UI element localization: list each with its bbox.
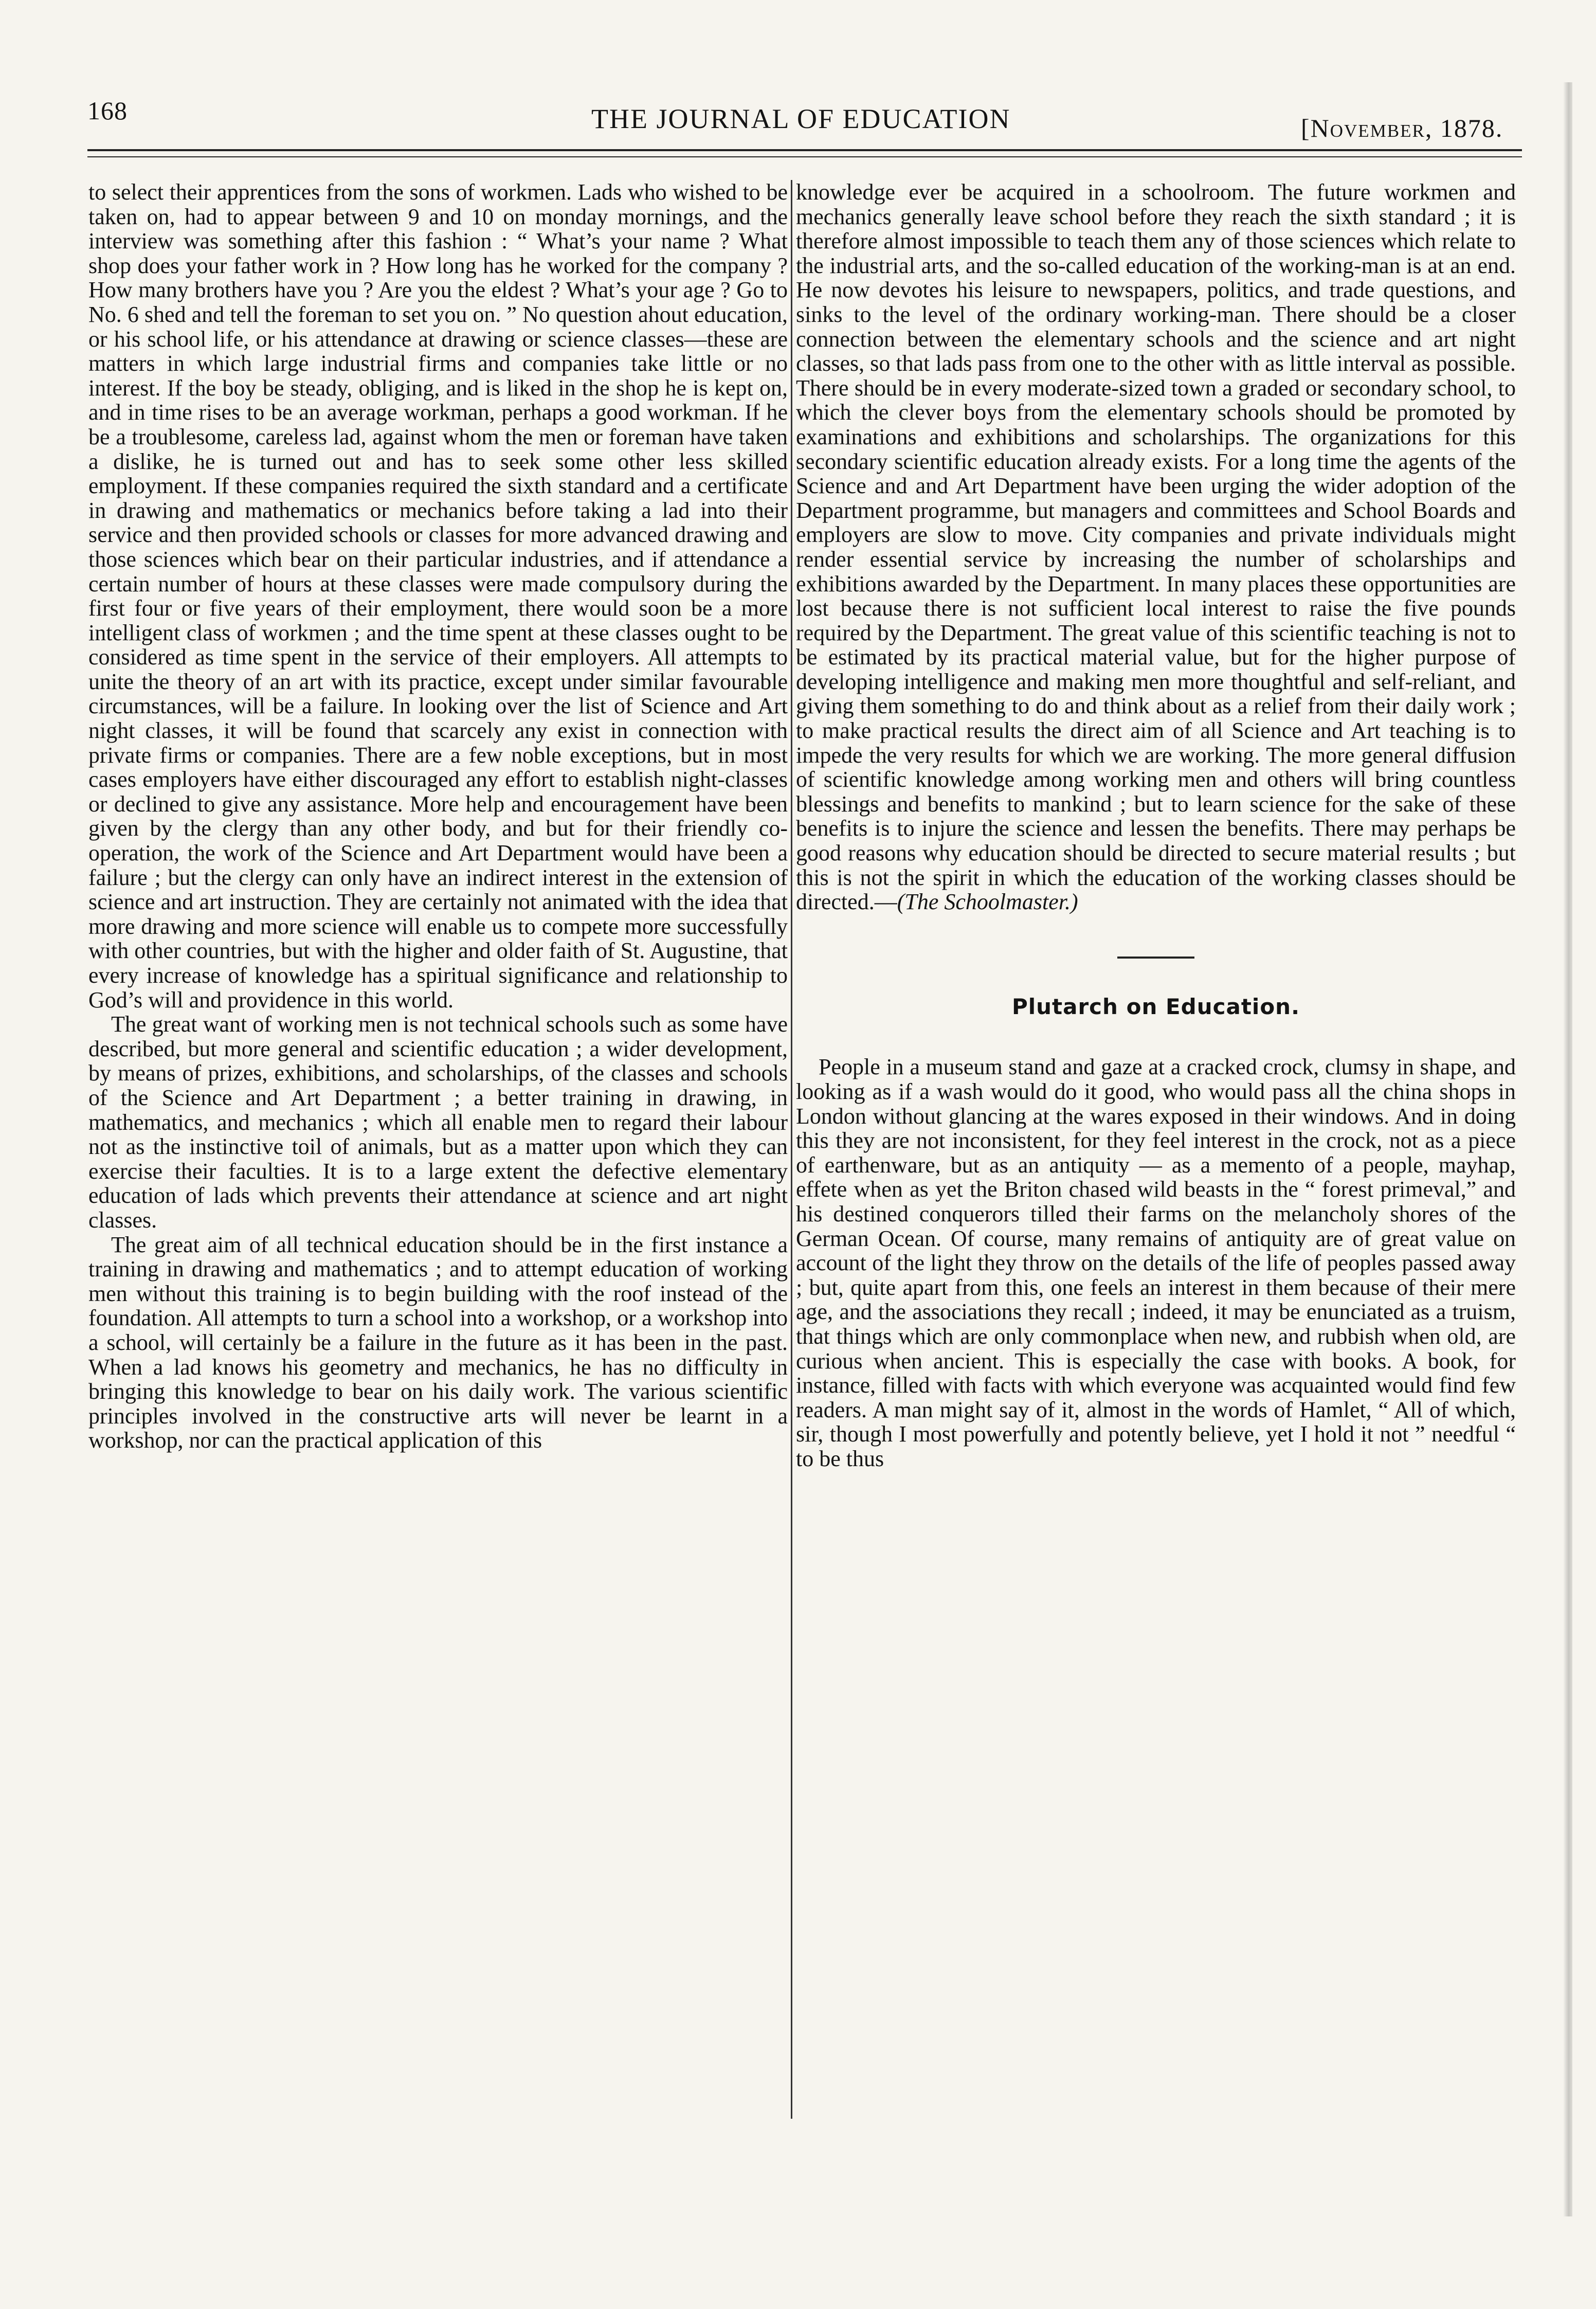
paragraph: The great want of working men is not technical schools such as some have described, but more general and scientific education ; a wider development, by means of prizes, exhibitions, and scholarships, of the classes and schools of the Science and Art Department ; a better training in drawing, in mathematics, and mechanics ; which all enable men to regard their labour not as the instinctive toil of animals, but as a matter upon which they can exercise their faculties. It is to a large extent the defective elementary education of lads which prevents their attendance at science and art night classes. xyxy=(88,1012,788,1233)
paragraph: People in a museum stand and gaze at a cracked crock, clumsy in shape, and looking as if a wash would do it good, who would pass all the china shops in London without glancing at the wares exposed in their windows. And in doing this they are not inconsistent, for they feel interest in the crock, not as a piece of earthenware, but as an antiquity — as a memento of a people, mayhap, effete when as yet the Briton chased wild beasts in the “ forest primeval,” and his destined conquerors tilled their farms on the melancholy shores of the German Ocean. Of course, many remains of antiquity are of great value on account of the light they throw on the details of the life of peoples passed away ; but, quite apart from this, one feels an interest in them because of their mere age, and the associations they recall ; indeed, it may be enunciated as a truism, that things which are only commonplace when new, and rubbish when old, are curious when ancient. This is especially the case with books. A book, for instance, filled with facts with which everyone was acquainted would find few readers. A man might say of it, almost in the words of Hamlet, “ All of which, sir, though I most powerfully and potently believe, yet I hold it not ” needful “ to be thus xyxy=(796,1054,1516,1471)
paragraph-text: knowledge ever be acquired in a schoolroom. The future workmen and mechanics generally leave school before they reach the sixth standard ; it is therefore almost impossible to teach them any of those sciences which relate to the industrial arts, and the so-called education of the working-man is at an end. He now devotes his leisure to newspapers, politics, and trade questions, and sinks to the level of the ordinary working-man. There should be a closer connection between the elementary schools and the science and art night classes, so that lads pass from one to the other with as little interval as possible. There should be in every moderate-sized town a graded or secondary school, to which the clever boys from the elementary schools should be promoted by examinations and exhibitions and scholarships. The organizations for this secondary scientific education already exists. For a long time the agents of the Science and and Art Department have been urging the wider adoption of the Department programme, but managers and committees and School Boards and employers are slow to move. City companies and private individuals might render essential service by increasing the number of scholarships and exhibitions awarded by the Department. In many places these opportunities are lost because there is not sufficient local interest to raise the five pounds required by the Department. The great value of this scientific teaching is not to be estimated by its practical material value, but for the higher purpose of developing intelligence and making men more thoughtful and self-reliant, and giving them something to do and think about as a relief from their daily work ; to make practical results the direct aim of all Science and Art teaching is to impede the very results for which we are working. The more general diffusion of scientific knowledge among working men and others will bring countless blessings and benefits to mankind ; but to learn science for the sake of these benefits is to injure the science and lessen the benefits. There may perhaps be good reasons why education should be directed to secure material results ; but this is not the spirit in which the education of the working classes should be directed.— xyxy=(796,179,1516,915)
page-number: 168 xyxy=(87,96,128,125)
paragraph: to select their apprentices from the sons of workmen. Lads who wished to be taken on, had to appear between 9 and 10 on monday mornings, and the interview was something after this fashion : “ What’s your name ? What shop does your father work in ? How long has he worked for the company ? How many brothers have you ? Are you the eldest ? What’s your age ? Go to No. 6 shed and tell the foreman to set you on. ” No question ahout education, or his school life, or his attendance at drawing or science classes—these are matters in which large industrial firms and companies take little or no interest. If the boy be steady, obliging, and is liked in the shop he is kept on, and in time rises to be an average workman, perhaps a good workman. If he be a troublesome, careless lad, against whom the men or foreman have taken a dislike, he is turned out and has to seek some other less skilled employment. If these companies required the sixth standard and a certificate in drawing and mathematics or mechanics before taking a lad into their service and then provided schools or classes for more advanced drawing and those sciences which bear on their particular industries, and if attendance a certain number of hours at these classes were made compulsory during the first four or five years of their employment, there would soon be a more intelligent class of workmen ; and the time spent at these classes ought to be considered as time spent in the service of their employers. All attempts to unite the theory of an art with its practice, except under similar favourable circumstances, will be a failure. In looking over the list of Science and Art night classes, it will be found that scarcely any exist in connection with private firms or companies. There are a few noble exceptions, but in most cases employers have either discouraged any effort to establish night-classes or declined to give any assistance. More help and encouragement have been given by the clergy than any other body, and but for their friendly co-operation, the work of the Science and Art Department would have been a failure ; but the clergy can only have an indirect interest in the extension of science and art instruction. They are certainly not animated with the idea that more drawing and more science will enable us to compete more successfully with other countries, but with the higher and older faith of St. Augustine, that every increase of knowledge has a spiritual significance and relationship to God’s will and providence in this world. xyxy=(88,179,788,1013)
section-separator xyxy=(1117,957,1194,959)
header-rule xyxy=(87,149,1522,151)
left-column xyxy=(88,180,788,1453)
section-heading: Plutarch on Education. xyxy=(1011,994,1300,1019)
citation: (The Schoolmaster.) xyxy=(897,889,1078,915)
column-divider xyxy=(791,180,792,2119)
header-rule-thin xyxy=(87,156,1522,157)
paragraph: The great aim of all technical education should be in the first instance a training in drawing and mathematics ; and to attempt education of working men without this training is to begin building with the roof instead of the foundation. All attempts to turn a school into a workshop, or a workshop into a school, will certainly be a failure in the future as it has been in the past. When a lad knows his geometry and mechanics, he has no difficulty in bringing this knowledge to bear on his daily work. The various scientific principles involved in the constructive arts will never be learnt in a workshop, nor can the practical application of this xyxy=(88,1232,788,1453)
page-edge-shadow xyxy=(1563,82,1572,2216)
right-column xyxy=(796,180,1516,1471)
paragraph xyxy=(796,180,1516,914)
journal-title: THE JOURNAL OF EDUCATION xyxy=(591,103,1011,134)
issue-date: [November, 1878. xyxy=(1301,114,1503,142)
